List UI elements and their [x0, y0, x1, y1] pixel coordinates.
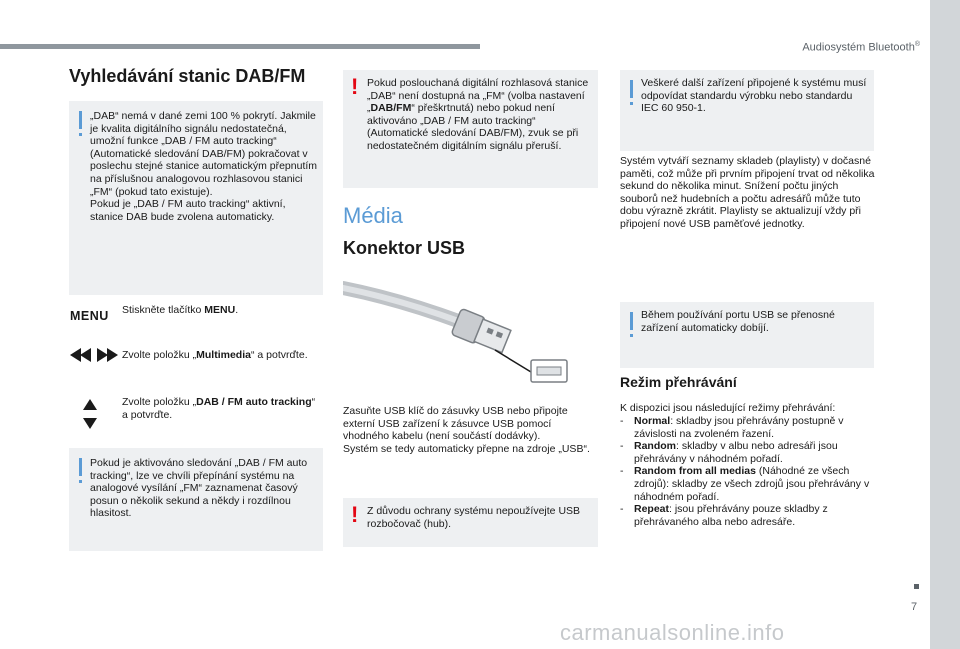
info-icon	[79, 458, 82, 476]
page-marker	[914, 584, 919, 589]
warning-text: Pokud poslouchaná digitální rozhlasová stanice „DAB“ není dostupná na „FM“ (volba nastavení „DAB/FM“ přeškrtnutá) nebo pokud není aktivováno „DAB / FM auto tracking“ (Automatické sledování DAB/FM), zvuk se při nedostatečném digitálním signálu přeruší.	[367, 77, 589, 152]
step-press-menu: Stiskněte tlačítko MENU.	[122, 304, 239, 316]
section-heading-play-mode: Režim přehrávání	[620, 374, 737, 390]
menu-button-icon: MENU	[70, 309, 109, 323]
info-icon	[630, 312, 633, 330]
usb-instructions: Zasuňte USB klíč do zásuvky USB nebo připojte externí USB zařízení k zásuvce USB pomocí vhodného kabelu (není součástí dodávky). Systém se tedy automaticky přepne na zdroje „USB“.	[343, 405, 590, 455]
header-rule	[0, 44, 480, 49]
section-heading-usb: Konektor USB	[343, 238, 466, 258]
note-text: Pokud je aktivováno sledování „DAB / FM auto tracking“, lze ve chvíli přepínání systému na analogové vysílání „FM“ zaznamenat časový posun o několik sekund a někdy i rozdílnou hlasitost.	[90, 457, 308, 520]
play-mode-intro: K dispozici jsou následující režimy přehrávání:	[620, 402, 836, 414]
warning-note-dab-fm	[343, 70, 598, 188]
warning-note-usb-hub	[343, 498, 598, 547]
side-strip	[930, 0, 960, 649]
list-item: - Normal: skladby jsou přehrávány postupně v závislosti na zvoleném řazení.	[620, 415, 876, 440]
usb-connector-illustration	[343, 276, 598, 388]
note-text: Během používání portu USB se přenosné zařízení automaticky dobíjí.	[641, 309, 835, 334]
info-icon	[630, 80, 633, 98]
section-heading-dab-fm: Vyhledávání stanic DAB/FM	[69, 66, 306, 86]
chapter-heading-media: Média	[343, 203, 403, 228]
warning-text: Z důvodu ochrany systému nepoužívejte USB rozbočovač (hub).	[367, 505, 581, 530]
warning-icon: !	[351, 502, 359, 527]
info-note-dab-coverage	[69, 101, 323, 295]
header-title: Audiosystém Bluetooth®	[802, 41, 920, 54]
list-item: - Repeat: jsou přehrávány pouze skladby z přehrávaného alba nebo adresáře.	[620, 503, 876, 528]
note-text: Pokud je „DAB / FM auto tracking“ aktivní, stanice DAB bude zvolena automaticky.	[90, 198, 286, 223]
info-note-charging	[620, 302, 874, 368]
list-item: - Random: skladby v albu nebo adresáři jsou přehrávány v náhodném pořadí.	[620, 440, 876, 465]
up-down-arrows-icon	[83, 399, 97, 429]
step-select-dab-fm-tracking: Zvolte položku „DAB / FM auto tracking“ a potvrďte.	[122, 396, 316, 421]
play-mode-list	[620, 415, 876, 528]
info-note-time-shift	[69, 448, 323, 551]
playlist-info: Systém vytváří seznamy skladeb (playlisty) v dočasné paměti, což může při prvním připojení trvat od několika sekund do několika minut. Snížení počtu jiných souborů než hudebních a počtu adresářů může tuto dobu výrazně zkrátit. Playlisty se aktualizují vždy při připojení nové USB paměťové jednotky.	[620, 155, 875, 230]
note-text: Veškeré další zařízení připojené k systému musí odpovídat standardu výrobku nebo standardu IEC 60 950-1.	[641, 77, 867, 115]
note-text: „DAB“ nemá v dané zemi 100 % pokrytí. Jakmile je kvalita digitálního signálu nedostatečná, umožní funkce „DAB / FM auto tracking“ (Automatické sledování DAB/FM) pokračovat v poslechu stejné stanice automatickým přepnutím na příslušnou analogovou rozhlasovou stanici „FM“ (pokud tato existuje).	[90, 110, 318, 198]
watermark: carmanualsonline.info	[560, 620, 785, 645]
info-note-iec-standard	[620, 70, 874, 151]
left-right-arrows-icon	[70, 348, 118, 362]
step-select-multimedia: Zvolte položku „Multimedia“ a potvrďte.	[122, 349, 308, 361]
warning-icon: !	[351, 74, 359, 99]
info-icon	[79, 111, 82, 129]
page-number: 7	[911, 601, 918, 613]
list-item: - Random from all medias (Náhodné ze všech zdrojů): skladby ze všech zdrojů jsou přehrávány v náhodném pořadí.	[620, 465, 876, 503]
